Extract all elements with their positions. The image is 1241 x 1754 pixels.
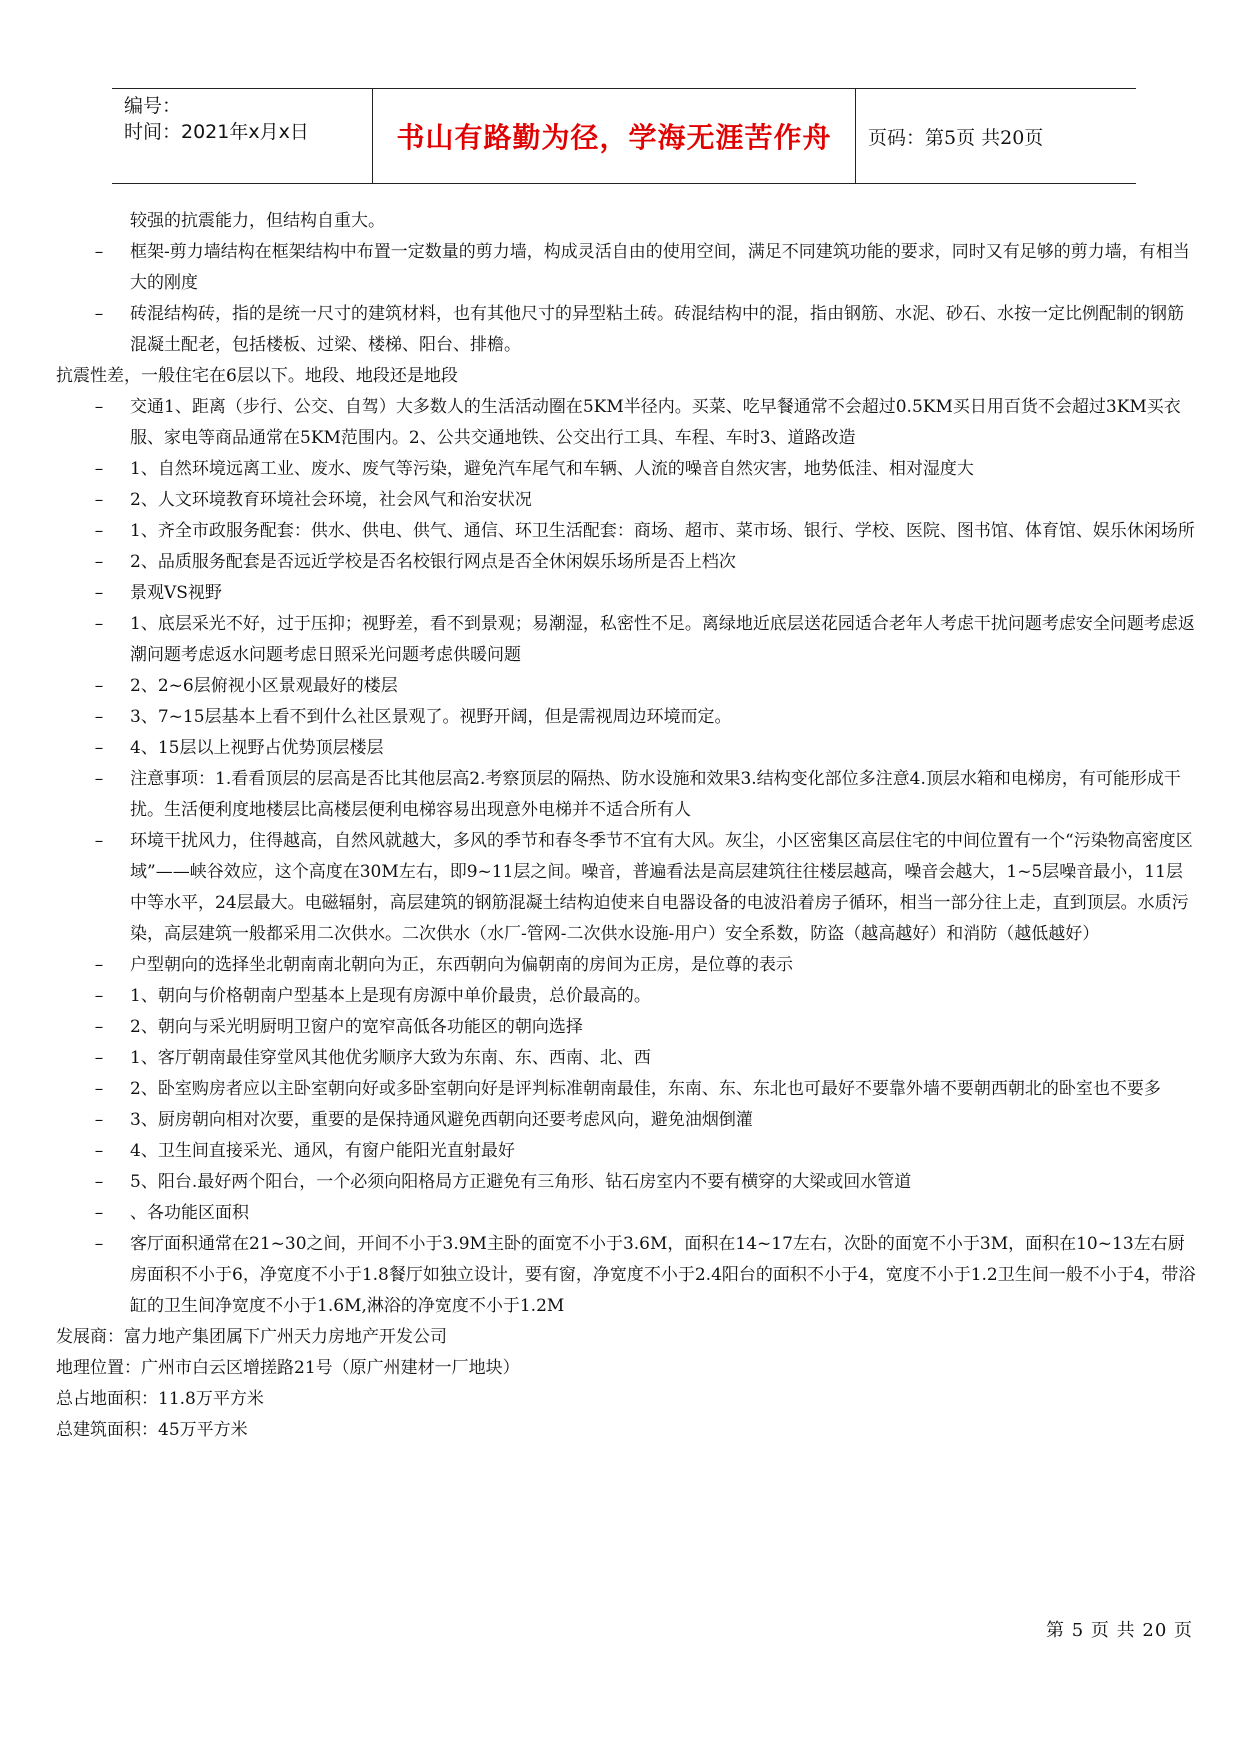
bullet-dash: – xyxy=(94,1017,104,1037)
list-item-text: 注意事项：1.看看顶层的层高是否比其他层高2.考察顶层的隔热、防水设施和效果3.结构变化部位多注意4.顶层水箱和电梯房，有可能形成干扰。生活便利度地楼层比高楼层便利电梯容易出现意外电梯并不适合所有人 xyxy=(130,769,1181,820)
list-item-text: 5、阳台.最好两个阳台，一个必须向阳格局方正避免有三角形、钻石房室内不要有横穿的大梁或回水管道 xyxy=(130,1172,912,1192)
list-item xyxy=(56,950,1198,981)
bullet-dash: – xyxy=(94,707,104,727)
bullet-dash: – xyxy=(94,676,104,696)
bullet-dash: – xyxy=(94,521,104,541)
list-item-text: 户型朝向的选择坐北朝南南北朝向为正，东西朝向为偏朝南的房间为正房，是位尊的表示 xyxy=(130,955,793,975)
list-item xyxy=(56,485,1198,516)
bullet-dash: – xyxy=(94,304,104,324)
list-item xyxy=(56,1167,1198,1198)
list-item xyxy=(56,1074,1198,1105)
paragraph: 抗震性差，一般住宅在6层以下。地段、地段还是地段 xyxy=(56,366,458,386)
list-item-text: 1、齐全市政服务配套：供水、供电、供气、通信、环卫生活配套：商场、超市、菜市场、银行、学校、医院、图书馆、体育馆、娱乐休闲场所 xyxy=(130,521,1195,541)
bullet-dash: – xyxy=(94,738,104,758)
bullet-dash: – xyxy=(94,986,104,1006)
bullet-dash: – xyxy=(94,831,104,851)
developer-line: 发展商：富力地产集团属下广州天力房地产开发公司 xyxy=(56,1327,447,1347)
list-item xyxy=(56,1012,1198,1043)
list-item-text: 2、人文环境教育环境社会环境，社会风气和治安状况 xyxy=(130,490,532,510)
list-item-text: 2、品质服务配套是否远近学校是否名校银行网点是否全休闲娱乐场所是否上档次 xyxy=(130,552,736,572)
page-footer-number: 第 5 页 共 20 页 xyxy=(1046,1620,1193,1641)
list-item xyxy=(56,826,1198,950)
intro-line: 较强的抗震能力，但结构自重大。 xyxy=(130,211,385,231)
header-page-label: 页码：第5页 共20页 xyxy=(868,126,1044,149)
list-item xyxy=(56,1136,1198,1167)
list-item-text: 3、7~15层基本上看不到什么社区景观了。视野开阔，但是需视周边环境而定。 xyxy=(130,707,732,727)
list-item-text: 2、2~6层俯视小区景观最好的楼层 xyxy=(130,676,398,696)
location-line: 地理位置：广州市白云区增搓路21号（原广州建材一厂地块） xyxy=(56,1358,520,1378)
list-item xyxy=(56,1229,1198,1322)
bullet-dash: – xyxy=(94,490,104,510)
list-item xyxy=(56,702,1198,733)
header-motto: 书山有路勤为径，学海无涯苦作舟 xyxy=(373,89,856,183)
document-body xyxy=(56,206,1198,1446)
document-number-label: 编号： xyxy=(124,95,182,117)
bullet-dash: – xyxy=(94,1203,104,1223)
list-item xyxy=(56,454,1198,485)
page-header xyxy=(112,88,1136,184)
list-item-text: 4、15层以上视野占优势顶层楼层 xyxy=(130,738,384,758)
list-item xyxy=(56,764,1198,826)
list-item xyxy=(56,578,1198,609)
bullet-dash: – xyxy=(94,769,104,789)
list-item-text: 1、朝向与价格朝南户型基本上是现有房源中单价最贵，总价最高的。 xyxy=(130,986,651,1006)
list-item-text: 框架-剪力墙结构在框架结构中布置一定数量的剪力墙，构成灵活自由的使用空间，满足不同建筑功能的要求，同时又有足够的剪力墙，有相当大的刚度 xyxy=(130,242,1190,293)
list-item xyxy=(56,237,1198,299)
list-item xyxy=(56,516,1198,547)
list-item xyxy=(56,1198,1198,1229)
document-time-label: 时间：2021年x月x日 xyxy=(124,121,309,143)
list-item xyxy=(56,547,1198,578)
list-item-text: 砖混结构砖，指的是统一尺寸的建筑材料，也有其他尺寸的异型粘土砖。砖混结构中的混，指由钢筋、水泥、砂石、水按一定比例配制的钢筋混凝土配老，包括楼板、过梁、楼梯、阳台、排檐。 xyxy=(130,304,1184,355)
list-item xyxy=(56,299,1198,361)
list-item-text: 3、厨房朝向相对次要，重要的是保持通风避免西朝向还要考虑风向，避免油烟倒灌 xyxy=(130,1110,753,1130)
list-item-text: 交通1、距离（步行、公交、自驾）大多数人的生活活动圈在5KM半径内。买菜、吃早餐通常不会超过0.5KM买日用百货不会超过3KM买衣服、家电等商品通常在5KM范围内。2、公共交通地铁、公交出行工具、车程、车时3、道路改造 xyxy=(130,397,1181,448)
list-item-text: 、各功能区面积 xyxy=(130,1203,249,1223)
bullet-dash: – xyxy=(94,955,104,975)
bullet-dash: – xyxy=(94,1172,104,1192)
bullet-dash: – xyxy=(94,614,104,634)
building-area-line: 总建筑面积：45万平方米 xyxy=(56,1420,248,1440)
bullet-dash: – xyxy=(94,1079,104,1099)
bullet-dash: – xyxy=(94,1110,104,1130)
bullet-dash: – xyxy=(94,242,104,262)
list-item-text: 1、客厅朝南最佳穿堂风其他优劣顺序大致为东南、东、西南、北、西 xyxy=(130,1048,651,1068)
list-item xyxy=(56,671,1198,702)
bullet-dash: – xyxy=(94,459,104,479)
list-item xyxy=(56,733,1198,764)
header-meta xyxy=(112,89,373,183)
land-area-line: 总占地面积：11.8万平方米 xyxy=(56,1389,264,1409)
bullet-dash: – xyxy=(94,397,104,417)
list-item xyxy=(56,1043,1198,1074)
bullet-dash: – xyxy=(94,1141,104,1161)
list-item xyxy=(56,609,1198,671)
list-item xyxy=(56,981,1198,1012)
list-item-text: 4、卫生间直接采光、通风，有窗户能阳光直射最好 xyxy=(130,1141,515,1161)
list-item-text: 景观VS视野 xyxy=(130,583,222,603)
list-item-text: 1、自然环境远离工业、废水、废气等污染，避免汽车尾气和车辆、人流的噪音自然灾害，地势低洼、相对湿度大 xyxy=(130,459,974,479)
bullet-dash: – xyxy=(94,1048,104,1068)
list-item-text: 1、底层采光不好，过于压抑；视野差，看不到景观；易潮湿，私密性不足。离绿地近底层送花园适合老年人考虑干扰问题考虑安全问题考虑返潮问题考虑返水问题考虑日照采光问题考虑供暖问题 xyxy=(130,614,1195,665)
list-item-text: 客厅面积通常在21~30之间，开间不小于3.9M主卧的面宽不小于3.6M，面积在14~17左右，次卧的面宽不小于3M，面积在10~13左右厨房面积不小于6，净宽度不小于1.8餐厅如独立设计，要有窗，净宽度不小于2.4阳台的面积不小于4，宽度不小于1.2卫生间一般不小于4，带浴缸的卫生间净宽度不小于1.6M,淋浴的净宽度不小于1.2M xyxy=(130,1234,1196,1316)
list-item xyxy=(56,392,1198,454)
list-item xyxy=(56,1105,1198,1136)
list-item-text: 环境干扰风力，住得越高，自然风就越大，多风的季节和春冬季节不宜有大风。灰尘，小区密集区高层住宅的中间位置有一个“污染物高密度区域”——峡谷效应，这个高度在30M左右，即9~11层之间。噪音，普遍看法是高层建筑往往楼层越高，噪音会越大，1~5层噪音最小，11层中等水平，24层最大。电磁辐射，高层建筑的钢筋混凝土结构迫使来自电器设备的电波沿着房子循环，相当一部分往上走，直到顶层。水质污染，高层建筑一般都采用二次供水。二次供水（水厂-管网-二次供水设施-用户）安全系数，防盗（越高越好）和消防（越低越好） xyxy=(130,831,1193,944)
bullet-dash: – xyxy=(94,1234,104,1254)
list-item-text: 2、朝向与采光明厨明卫窗户的宽窄高低各功能区的朝向选择 xyxy=(130,1017,583,1037)
bullet-dash: – xyxy=(94,583,104,603)
bullet-dash: – xyxy=(94,552,104,572)
list-item-text: 2、卧室购房者应以主卧室朝向好或多卧室朝向好是评判标准朝南最佳，东南、东、东北也可最好不要靠外墙不要朝西朝北的卧室也不要多 xyxy=(130,1079,1161,1099)
